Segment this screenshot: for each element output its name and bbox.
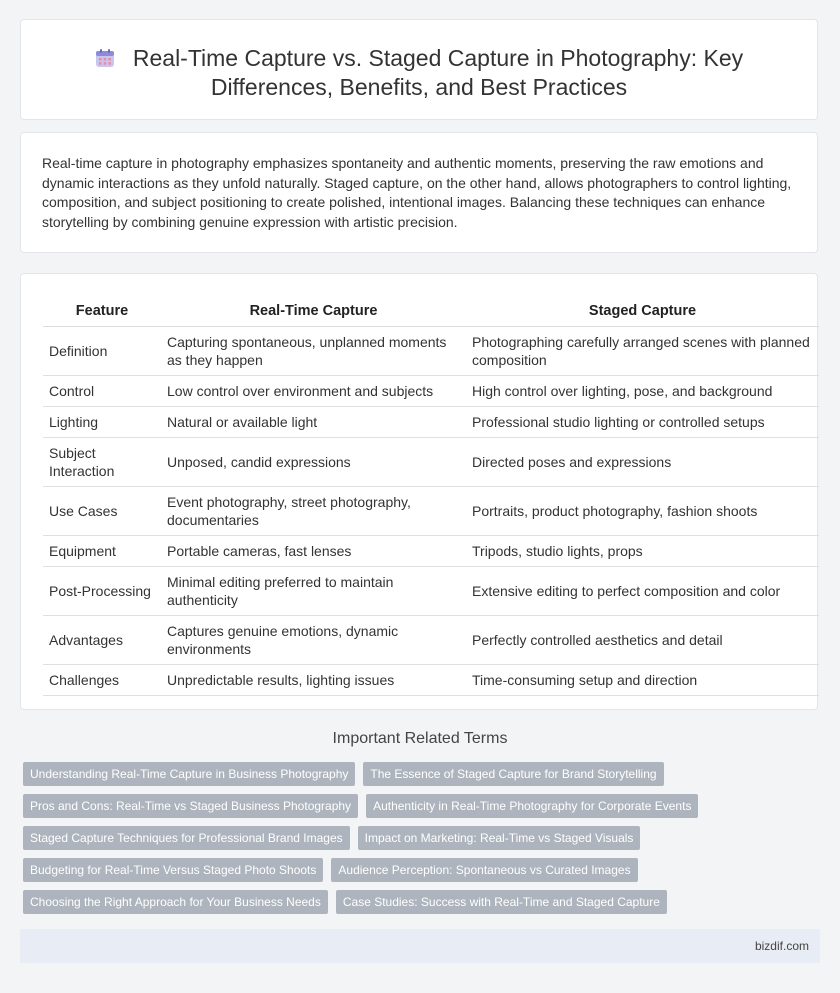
real-time-cell: Low control over environment and subjects: [161, 376, 466, 407]
related-term-link[interactable]: Impact on Marketing: Real-Time vs Staged Visuals: [358, 826, 641, 850]
feature-cell: Subject Interaction: [43, 438, 161, 487]
table-row: [43, 665, 819, 696]
tag-row: [23, 762, 803, 786]
table-row: [43, 536, 819, 567]
staged-cell: High control over lighting, pose, and background: [466, 376, 819, 407]
staged-cell: Extensive editing to perfect composition and color: [466, 567, 819, 616]
footer-brand[interactable]: bizdif.com: [754, 939, 809, 953]
related-term-link[interactable]: The Essence of Staged Capture for Brand Storytelling: [363, 762, 663, 786]
feature-cell: Lighting: [43, 407, 161, 438]
feature-cell: Use Cases: [43, 487, 161, 536]
page-title: Real-Time Capture vs. Staged Capture in Photography: Key Differences, Benefits, and Best Practices: [132, 45, 744, 100]
feature-cell: Equipment: [43, 536, 161, 567]
staged-cell: Tripods, studio lights, props: [466, 536, 819, 567]
calendar-icon: [95, 48, 115, 68]
column-header-real-time: Real-Time Capture: [161, 294, 466, 327]
tag-row: [23, 858, 803, 882]
real-time-cell: Event photography, street photography, documentaries: [161, 487, 466, 536]
real-time-cell: Natural or available light: [161, 407, 466, 438]
tag-row: [23, 826, 803, 850]
staged-cell: Directed poses and expressions: [466, 438, 819, 487]
real-time-cell: Unpredictable results, lighting issues: [161, 665, 466, 696]
feature-cell: Challenges: [43, 665, 161, 696]
table-row: [43, 327, 819, 376]
table-row: [43, 567, 819, 616]
real-time-cell: Unposed, candid expressions: [161, 438, 466, 487]
staged-cell: Time-consuming setup and direction: [466, 665, 819, 696]
table-row: [43, 376, 819, 407]
header-card: [20, 19, 818, 120]
related-terms-heading: Important Related Terms: [332, 730, 508, 747]
intro-text: Real-time capture in photography emphasizes spontaneity and authentic moments, preserving the raw emotions and dynamic interactions as they unfold naturally. Staged capture, on the other hand, allows photographers to control lighting, composition, and subject positioning to create polished, intentional images. Balancing these techniques can enhance storytelling by combining genuine expression with artistic precision.: [42, 155, 792, 230]
related-term-link[interactable]: Authenticity in Real-Time Photography for Corporate Events: [366, 794, 698, 818]
related-term-link[interactable]: Choosing the Right Approach for Your Business Needs: [23, 890, 328, 914]
footer: [20, 929, 820, 963]
feature-cell: Definition: [43, 327, 161, 376]
page-title-wrap: [21, 44, 817, 102]
tag-row: [23, 890, 803, 914]
real-time-cell: Minimal editing preferred to maintain authenticity: [161, 567, 466, 616]
real-time-cell: Portable cameras, fast lenses: [161, 536, 466, 567]
staged-cell: Professional studio lighting or controlled setups: [466, 407, 819, 438]
column-header-staged: Staged Capture: [466, 294, 819, 327]
related-term-link[interactable]: Audience Perception: Spontaneous vs Curated Images: [331, 858, 637, 882]
staged-cell: Photographing carefully arranged scenes with planned composition: [466, 327, 819, 376]
related-terms-list: [23, 762, 803, 922]
comparison-table: [43, 294, 819, 696]
related-term-link[interactable]: Budgeting for Real-Time Versus Staged Photo Shoots: [23, 858, 323, 882]
table-row: [43, 487, 819, 536]
table-row: [43, 407, 819, 438]
comparison-table-card: [20, 273, 818, 710]
feature-cell: Advantages: [43, 616, 161, 665]
related-term-link[interactable]: Staged Capture Techniques for Professional Brand Images: [23, 826, 350, 850]
related-term-link[interactable]: Understanding Real-Time Capture in Business Photography: [23, 762, 355, 786]
related-term-link[interactable]: Case Studies: Success with Real-Time and Staged Capture: [336, 890, 667, 914]
table-row: [43, 438, 819, 487]
staged-cell: Perfectly controlled aesthetics and detail: [466, 616, 819, 665]
feature-cell: Post-Processing: [43, 567, 161, 616]
table-row: [43, 616, 819, 665]
staged-cell: Portraits, product photography, fashion shoots: [466, 487, 819, 536]
feature-cell: Control: [43, 376, 161, 407]
real-time-cell: Captures genuine emotions, dynamic environments: [161, 616, 466, 665]
tag-row: [23, 794, 803, 818]
related-term-link[interactable]: Pros and Cons: Real-Time vs Staged Business Photography: [23, 794, 358, 818]
column-header-feature: Feature: [43, 294, 161, 327]
intro-card: [20, 132, 818, 253]
real-time-cell: Capturing spontaneous, unplanned moments as they happen: [161, 327, 466, 376]
